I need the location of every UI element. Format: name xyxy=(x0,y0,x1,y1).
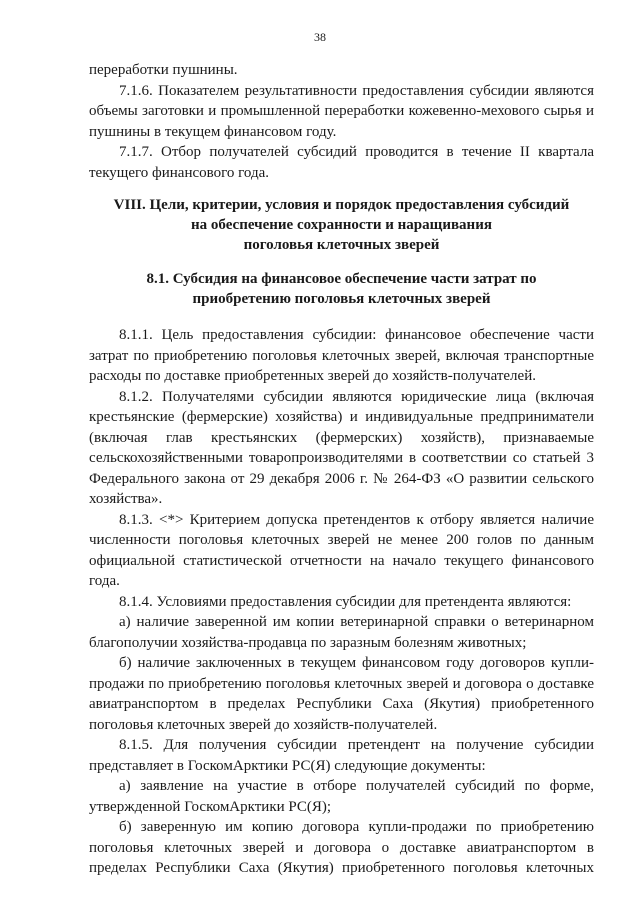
section-heading-line-2: на обеспечение сохранности и наращивания xyxy=(191,217,492,233)
paragraph-8-1-5-b xyxy=(89,817,594,879)
paragraph-8-1-5-b-line-3: пределах Республики Саха (Якутия) приобретенного поголовья клеточных xyxy=(89,860,594,876)
paragraph-8-1-5-a: а) заявление на участие в отборе получателей субсидий по форме, утвержденной ГоскомАрктики РС(Я); xyxy=(89,778,594,815)
paragraph-8-1-3: 8.1.3. <*> Критерием допуска претендентов к отбору является наличие численности поголовья клеточных зверей не менее 200 голов по данным официальной статистической отчетности на начало текущего финансового года. xyxy=(89,511,594,589)
paragraph-8-1-4: 8.1.4. Условиями предоставления субсидии для претендента являются: xyxy=(119,593,572,610)
section-heading-line-3: поголовья клеточных зверей xyxy=(243,237,440,253)
paragraph-8-1-5-b-line-1: б) заверенную им копию договора купли-продажи по приобретению xyxy=(119,819,594,835)
subsection-heading-line-1: 8.1. Субсидия на финансовое обеспечение части затрат по xyxy=(146,271,537,287)
paragraph-8-1-2: 8.1.2. Получателями субсидии являются юридические лица (включая крестьянские (фермерские) хозяйства) и индивидуальные предприниматели (включая глав крестьянских (фермерских) хозяйств), признаваемые сельскохозяйственными товаропроизводителями в соответствии со статьей 3 Федерального закона от 29 декабря 2006 г. № 264-ФЗ «О развитии сельского хозяйства». xyxy=(89,388,594,507)
subsection-heading-line-2: приобретению поголовья клеточных зверей xyxy=(192,291,491,307)
paragraph-7-1-6: 7.1.6. Показателем результативности предоставления субсидии являются объемы заготовки и промышленной переработки кожевенно-мехового сырья и пушнины в текущем финансовом году. xyxy=(89,82,594,140)
paragraph-8-1-1: 8.1.1. Цель предоставления субсидии: финансовое обеспечение части затрат по приобретению поголовья клеточных зверей, включая транспортные расходы по доставке приобретенных зверей до хозяйств-получателей. xyxy=(89,327,594,384)
paragraph-8-1-4-a: а) наличие заверенной им копии ветеринарной справки о ветеринарном благополучии хозяйства-продавца по заразным болезням животных; xyxy=(89,614,594,651)
document-body xyxy=(89,60,594,879)
paragraph-continuation: переработки пушнины. xyxy=(89,62,238,78)
paragraph-7-1-7: 7.1.7. Отбор получателей субсидий проводится в течение II квартала текущего финансового года. xyxy=(89,144,594,181)
paragraph-8-1-5: 8.1.5. Для получения субсидии претендент на получение субсидии представляет в ГоскомАрктики РС(Я) следующие документы: xyxy=(89,737,594,774)
section-heading-line-1: VIII. Цели, критерии, условия и порядок предоставления субсидий xyxy=(113,197,570,213)
section-heading-viii xyxy=(89,195,594,255)
paragraph-8-1-5-b-line-2: поголовья клеточных зверей и договора о доставке авиатранспортом в xyxy=(89,839,594,856)
subsection-heading-8-1 xyxy=(89,269,594,309)
paragraph-8-1-4-b: б) наличие заключенных в текущем финансовом году договоров купли-продажи по приобретению поголовья клеточных зверей и договора о доставке авиатранспортом в пределах Республики Саха (Якутия) приобретенного поголовья клеточных зверей до хозяйств-получателей. xyxy=(89,655,594,733)
page-number: 38 xyxy=(314,30,326,44)
